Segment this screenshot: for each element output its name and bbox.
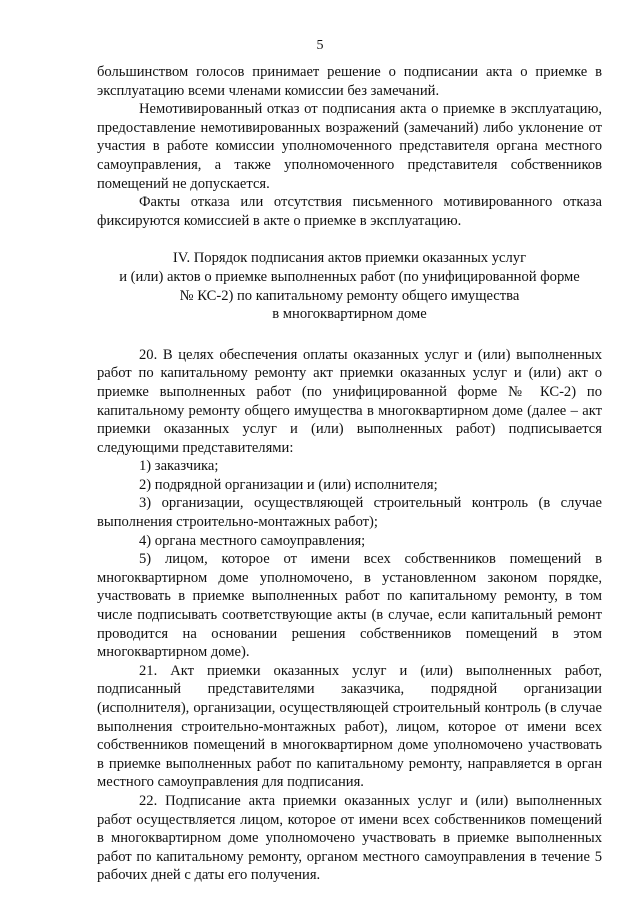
list-item-3: 3) организации, осуществляющей строительный контроль (в случае выполнения строительно-монтажных работ); [97, 495, 602, 531]
paragraph-22: 22. Подписание акта приемки оказанных услуг и (или) выполненных работ осуществляется лицом, которое от имени всех собственников помещений в многоквартирном доме уполномочено участвовать в приемке выполненных работ по капитальному ремонту, органом местного самоуправления в течение 5 рабочих дней с даты его получения. [97, 792, 602, 884]
list-item-2: 2) подрядной организации и (или) исполнителя; [139, 476, 438, 493]
list-item-4: 4) органа местного самоуправления; [139, 532, 366, 549]
section-heading-line-2: и (или) актов о приемке выполненных работ (по унифицированной форме [119, 268, 580, 285]
list-item-1: 1) заказчика; [139, 458, 219, 475]
section-heading-line-3: № КС-2) по капитальному ремонту общего имущества [179, 287, 520, 304]
section-heading-line-4: в многоквартирном доме [272, 306, 427, 323]
intro-paragraph-3: Факты отказа или отсутствия письменного мотивированного отказа фиксируются комиссией в акте о приемке в эксплуатацию. [97, 194, 602, 229]
document-body [97, 63, 602, 885]
paragraph-20: 20. В целях обеспечения оплаты оказанных услуг и (или) выполненных работ по капитальному ремонту акт приемки оказанных услуг и (или) акт о приемке выполненных работ (по унифицированной форме № КС-2) по капитальному ремонту общего имущества в многоквартирном доме (далее – акт приемки оказанных услуг и (или) выполненных работ) подписывается следующими представителями: [97, 346, 602, 456]
intro-paragraph-2: Немотивированный отказ от подписания акта о приемке в эксплуатацию, предоставление немотивированных возражений (замечаний) либо уклонение от участия в работе комиссии уполномоченного представителя органа местного самоуправления, а также уполномоченного представителя собственников помещений не допускается. [97, 101, 602, 192]
list-item-5: 5) лицом, которое от имени всех собственников помещений в многоквартирном доме уполномочено, в установленном законом порядке, участвовать в приемке выполненных работ по капитальному ремонту, в том числе подписывать соответствующие акты (в случае, если капитальный ремонт проводится на основании решения собственников помещений в этом многоквартирном доме). [97, 551, 602, 661]
paragraph-21: 21. Акт приемки оказанных услуг и (или) выполненных работ, подписанный представителями заказчика, подрядной организации (исполнителя), организации, осуществляющей строительный контроль (в случае выполнения строительно-монтажных работ), лицом, которое от имени всех собственников помещений в многоквартирном доме уполномочено участвовать в приемке выполненных работ по капитальному ремонту, направляется в орган местного самоуправления для подписания. [97, 662, 602, 791]
page-number: 5 [316, 38, 324, 53]
intro-paragraph-1: большинством голосов принимает решение о подписании акта о приемке в эксплуатацию всеми членами комиссии без замечаний. [97, 64, 602, 99]
section-heading-line-1: IV. Порядок подписания актов приемки оказанных услуг [172, 250, 527, 267]
section-heading [97, 249, 602, 323]
